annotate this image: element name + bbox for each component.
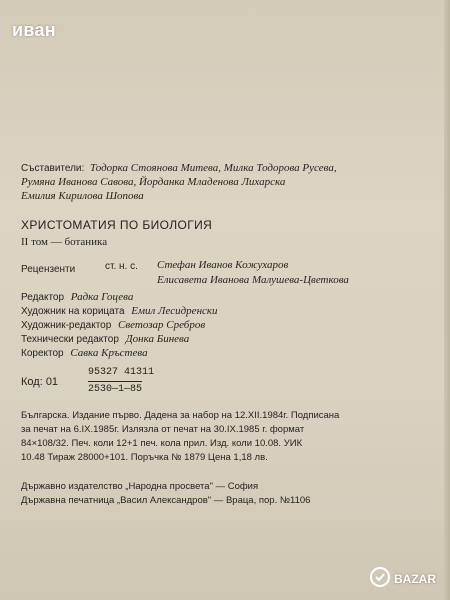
imprint-line-3: 84×108/32. Печ. коли 12+1 печ. кола прил. Изд. коли 10.08. УИК: [21, 438, 303, 449]
imprint-line-1: Българска. Издание първо. Дадена за набор на 12.XII.1984г. Подписана: [21, 410, 340, 421]
seller-watermark: иван: [12, 20, 56, 40]
reviewer-1: Стефан Иванов Кожухаров: [157, 259, 289, 271]
code-label: Код: 01: [21, 376, 59, 388]
bazar-logo-icon: [370, 567, 390, 592]
code-bottom: 2530—1—85: [88, 381, 142, 396]
credit-row: Художник на корицата Емил Лесидренски: [21, 305, 218, 317]
compilers-label: Съставители:: [21, 163, 85, 174]
publisher-line-1: Държавно издателство „Народна просвета" — София: [21, 481, 259, 492]
credit-row: Технически редактор Донка Бинева: [21, 333, 190, 345]
publisher-line-2: Държавна печатница „Васил Александров" — Враца, пор. №1106: [21, 495, 311, 506]
compilers-line-1: Тодорка Стоянова Митева, Милка Тодорова Русева,: [90, 162, 337, 174]
page-edge: [444, 0, 450, 600]
compilers-line-2: Румяна Иванова Савова, Йорданка Младенова Лихарска: [21, 176, 286, 188]
credit-row: Редактор Радка Гоцева: [21, 291, 134, 303]
brand-text: BAZAR: [394, 572, 436, 586]
code-top: 95327 41311: [88, 367, 155, 378]
bazar-watermark: [370, 566, 442, 592]
book-title: ХРИСТОМАТИЯ ПО БИОЛОГИЯ: [21, 218, 213, 232]
credit-row: Коректор Савка Кръстева: [21, 347, 148, 359]
imprint-line-2: за печат на 6.IX.1985г. Излязла от печат на 30.IX.1985 г. формат: [21, 424, 305, 435]
volume-line: II том — ботаника: [21, 236, 108, 248]
compilers-line-3: Емилия Кирилова Шопова: [21, 190, 144, 202]
imprint-line-4: 10.48 Тираж 28000+101. Поръчка № 1879 Цена 1,18 лв.: [21, 452, 268, 463]
credit-row: Художник-редактор Светозар Сребров: [21, 319, 206, 331]
reviewer-2: Елисавета Иванова Малушева-Цветкова: [157, 274, 349, 286]
reviewers-label: Рецензенти: [21, 264, 76, 275]
reviewers-rank: ст. н. с.: [105, 261, 138, 272]
